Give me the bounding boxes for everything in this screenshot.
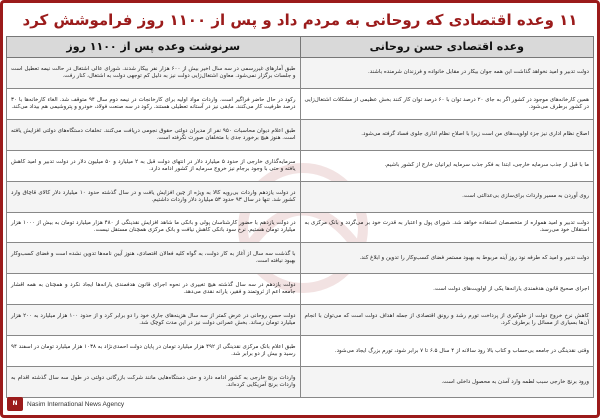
agency-logo: N xyxy=(7,397,23,411)
table-row xyxy=(6,120,594,151)
promise-text: روی آوردن به مسیر واردات برای‌سازی بی‌عدالتی است. xyxy=(462,193,589,200)
promise-cell xyxy=(300,182,594,212)
fate-cell xyxy=(7,305,300,335)
fate-text: در دولت یازدهم با حضور کارشناسان پولی و بانکی ما شاهد افزایش نقدینگی از ۴۸۰ هزار میلیارد تومان به بیش از ۱۰۰۰ هزار میلیارد تومان هستیم. نرخ سود بانکی کاهش نیافت و بانک مرکزی همچنان مستقل نیست. xyxy=(11,220,296,234)
table-row xyxy=(6,367,594,398)
promise-text: همین کارخانه‌های موجود در کشور اگر به جای ۲۰ درصد توان با ۶۰ درصد توان کار کنند بخش عظیمی از مشکلات اشتغال‌زایی در کشور برطرف می‌شود. xyxy=(304,96,589,110)
promise-text: ورود برنج خارجی سبب لطمه وارد آمدن به محصول داخلی است. xyxy=(441,378,589,385)
promise-cell xyxy=(300,305,594,335)
promise-cell xyxy=(300,89,594,119)
table-row xyxy=(6,58,594,89)
promise-text: وقتی نقدینگی در جامعه بی‌حساب و کتاب بالا رود سالانه از ۴ سال ۶.۵ تا ۷ برابر شود، تورم بزرگ ایجاد می‌شود. xyxy=(334,347,589,354)
promise-text: دولت تدبیر و امید همواره از متخصصان استفاده خواهد شد. شورای پول و اعتبار به قدرت خود بر می‌گردد و بانک مرکزی به استقلال خود می‌رسد. xyxy=(304,220,589,234)
header-promise: وعده اقتصادی حسن روحانی xyxy=(300,37,594,57)
fate-cell xyxy=(7,213,300,243)
table-row xyxy=(6,274,594,305)
table-row xyxy=(6,243,594,274)
fate-cell xyxy=(7,89,300,119)
promises-table xyxy=(6,36,594,398)
fate-text: دولت یازدهم در سه سال گذشته هیچ تغییری در نحوه اجرای قانون هدفمندی یارانه‌ها ایجاد نکرد و همچنان به همه اقشار جامعه اعم از ثروتمند و فقیر، یارانه نقدی می‌دهد. xyxy=(11,282,296,296)
promise-cell xyxy=(300,213,594,243)
fate-text: رکود در حال حاضر فراگیر است. واردات مواد اولیه برای کارخانجات در نیمه دوم سال ۹۴ متوقف شد. الغاء کارخانه‌ها با ۳۰ درصد ظرفیت کار می‌کنند. مابقی نیز در آستانه تعطیلی هستند. رکود در سه صنعت فولاد، خودرو و پتروشیمی هم بیداد می‌کند. xyxy=(11,96,296,110)
table-row xyxy=(6,213,594,244)
fate-text: دولت حسن روحانی در عرض کمتر از سه سال هزینه‌های جاری خود را دو برابر کرد و از حدود ۱۰۰ هزار میلیارد به ۲۰۰ هزار میلیارد تومان رساند. بخش عمرانی دولت نیز در این مدت کوچک شد. xyxy=(11,313,296,327)
fate-text: واردات برنج خارجی به کشور ادامه دارد و حتی دستگاه‌هایی مانند شرکت بازرگانی دولتی در طول سه سال گذشته اقدام به واردات برنج آمریکایی کرده‌اند. xyxy=(11,375,296,389)
fate-cell xyxy=(7,182,300,212)
promise-cell xyxy=(300,243,594,273)
promise-cell xyxy=(300,58,594,88)
promise-cell xyxy=(300,274,594,304)
promise-text: اجرای صحیح قانون هدفمندی یارانه‌ها یکی از اولویت‌های دولت است. xyxy=(433,285,589,292)
fate-cell xyxy=(7,58,300,88)
fate-text: سرمایه‌گذاری خارجی از حدود ۵ میلیارد دلار در انتهای دولت قبل به ۲ میلیارد و ۵۰ میلیون دلار در دولت تدبیر و امید کاهش یافته و حتی با وجود برجام نیز خروج سرمایه از کشور ادامه دارد. xyxy=(11,158,296,172)
promise-text: کاهش نرخ خروج دولت از خلوکیری از پرداخت تورم رشد و رونق اقتصادی از جمله اهداف دولت است که می‌توان با انجام آن‌ها بسیاری از مسائل را برطرف کرد. xyxy=(304,313,589,327)
page-title: ۱۱ وعده اقتصادی که روحانی به مردم داد و پس از ۱۱۰۰ روز فراموشش کرد xyxy=(22,11,578,29)
fate-text: طبق آمارهای غیررسمی در سه سال اخیر بیش از ۶۰۰ هزار نفر بیکار شدند. شورای عالی اشتغال در حالت نیمه تعطیل است و جلسات برگزار نمی‌شود. معاون اشتغال‌زایی دولت نیز به دلیل کم توجهی دولت به اشتغال، کنار رفت. xyxy=(11,65,296,79)
fate-text: در دولت یازدهم واردات بی‌رویه کالا به ویژه از چین افزایش یافت و در سال گذشته حدود ۱۰ میلیارد دلار کالای قاچاق وارد کشور شد. تنها در سال ۹۳ حدود ۵۳ میلیارد دلار واردات داشتیم. xyxy=(11,189,296,203)
promise-text: اصلاح نظام اداری نیز جزء اولویت‌های من است زیرا با اصلاح نظام اداری جلوی فساد گرفته می‌شود. xyxy=(361,131,589,138)
table-row xyxy=(6,305,594,336)
table-row xyxy=(6,336,594,367)
promise-text: ما با قبل از جذب سرمایه خارجی، ابتدا به فکر جذب سرمایه ایرانیان خارج از کشور باشیم. xyxy=(384,162,589,169)
promise-cell xyxy=(300,120,594,150)
promise-cell xyxy=(300,367,594,397)
promise-cell xyxy=(300,151,594,181)
table-header xyxy=(6,36,594,58)
promise-text: دولت تدبیر و امید که طرفه نود روز آینه مربوط به بهبود مستمر فضای کسب‌وکار را تدوین و ابلاغ کند. xyxy=(359,254,589,261)
fate-cell xyxy=(7,120,300,150)
fate-text: طبق اعلام بانک مرکزی نقدینگی از ۴۹۲ هزار میلیارد تومان در پایان دولت احمدی‌نژاد به ۱۰۳۸ هزار میلیارد تومان در اسفند ۹۴ رسید و بیش از دو برابر شد. xyxy=(11,344,296,358)
fate-cell xyxy=(7,336,300,366)
table-body xyxy=(6,58,594,398)
fate-cell xyxy=(7,151,300,181)
fate-text: طبق اعلام دیوان محاسبات ۹۵۰ نفر از مدیران دولتی حقوق نجومی دریافت می‌کنند. تخلفات دستگاه‌های دولتی افزایش یافته است. هنوز هیچ برخورد جدی با متخلفان صورت نگرفته است. xyxy=(11,127,296,141)
fate-cell xyxy=(7,243,300,273)
promise-cell xyxy=(300,336,594,366)
table-row xyxy=(6,151,594,182)
fate-cell xyxy=(7,367,300,397)
table-row xyxy=(6,89,594,120)
agency-name: Nasim International News Agency xyxy=(27,400,125,408)
table-row xyxy=(6,182,594,213)
header-fate: سرنوشت وعده پس از ۱۱۰۰ روز xyxy=(66,40,241,53)
footer xyxy=(7,396,124,412)
fate-cell xyxy=(7,274,300,304)
fate-text: با گذشت سه سال از آغاز به کار دولت، به گواه کلیه فعالان اقتصادی، هنوز آیین نامه‌ها تدوین نشده است و فضای کسب‌وکار بهبود نیافته است. xyxy=(11,251,296,265)
promise-text: دولت تدبیر و امید نخواهد گذاشت این همه جوان بیکار در مقابل خانواده و فرزندان شرمنده باشند. xyxy=(368,69,589,76)
